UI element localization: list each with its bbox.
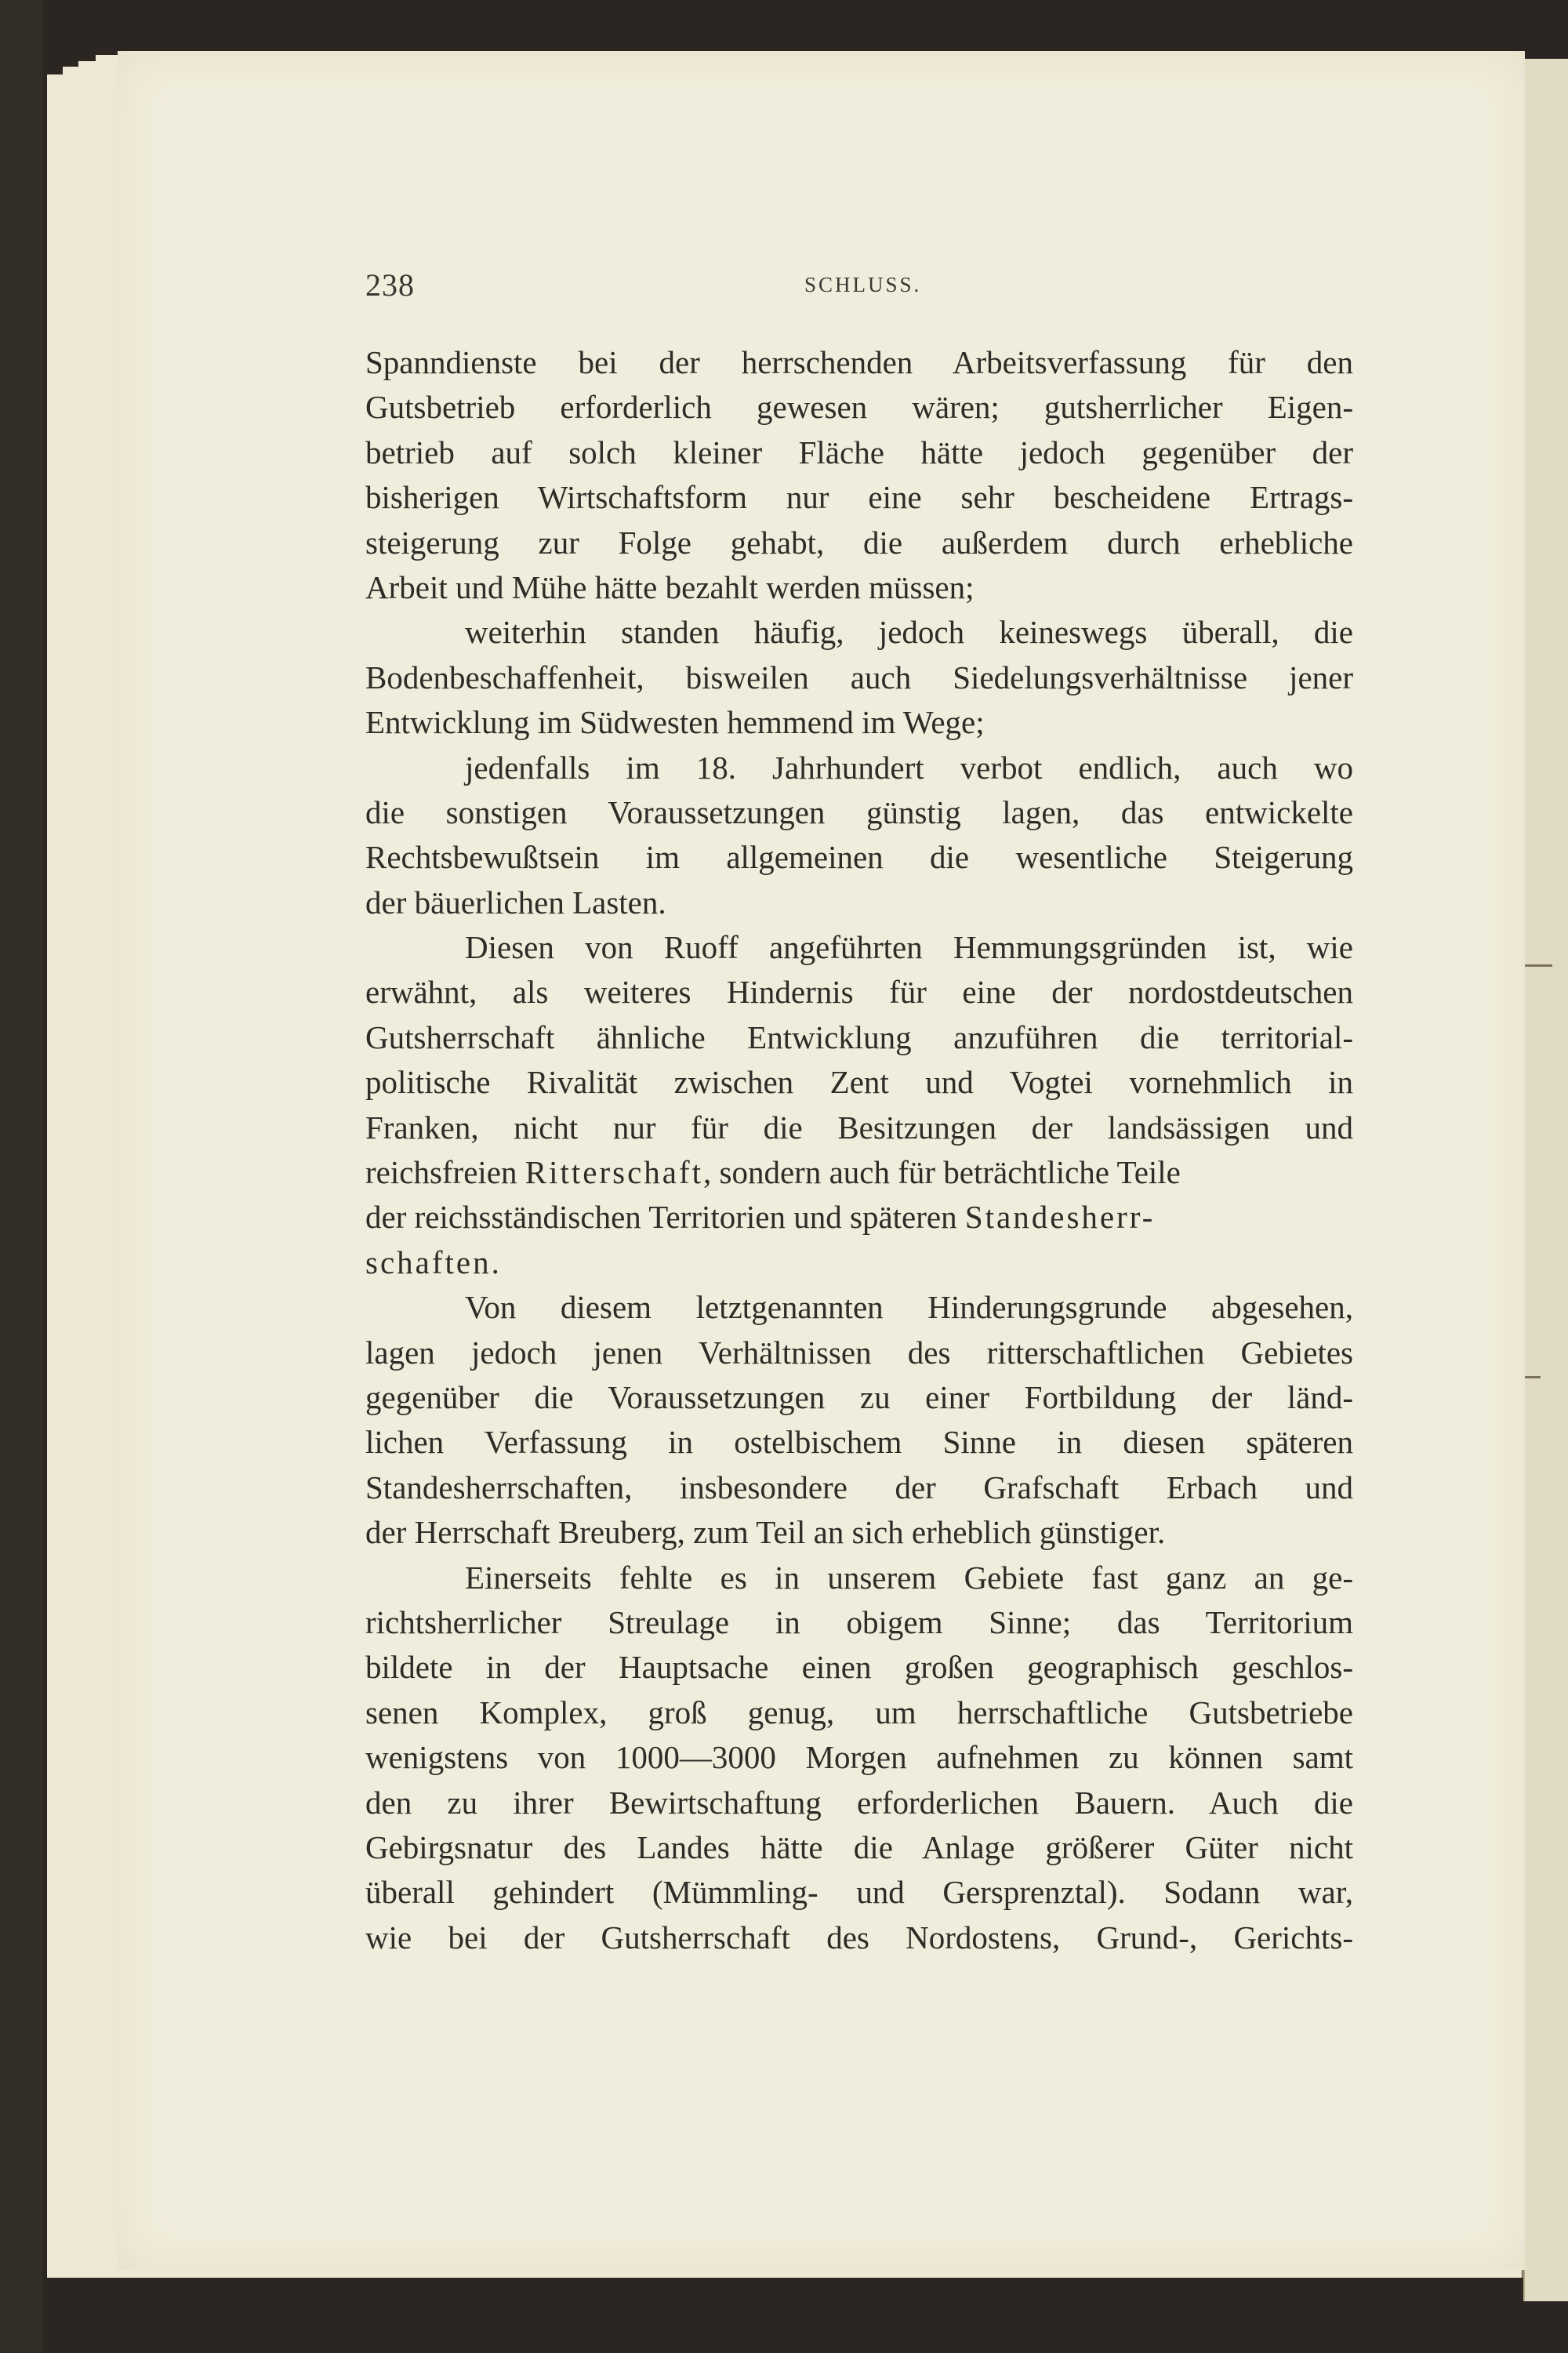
text-line: steigerung zur Folge gehabt, die außerdem durch erhebliche (365, 524, 1353, 561)
text-line: lichen Verfassung in ostelbischem Sinne in diesen späteren (365, 1424, 1353, 1461)
running-head (365, 267, 1353, 314)
text-line: erwähnt, als weiteres Hindernis für eine der nordostdeutschen (365, 974, 1353, 1011)
text-line: Franken, nicht nur für die Besitzungen der landsässigen und (365, 1109, 1353, 1146)
page-edge-mark (1521, 964, 1552, 967)
text-line: Spanndienste bei der herrschenden Arbeitsverfassung für den (365, 344, 1353, 380)
text-line: Entwicklung im Südwesten hemmend im Wege; (365, 704, 985, 741)
text-line: lagen jedoch jenen Verhältnissen des ritterschaftlichen Gebietes (365, 1334, 1353, 1371)
text-line: Einerseits fehlte es in unserem Gebiete fast ganz an ge- (465, 1559, 1353, 1596)
text-line: wie bei der Gutsherrschaft des Nordostens, Grund-, Gerichts- (365, 1919, 1353, 1955)
text-line: die sonstigen Voraussetzungen günstig lagen, das entwickelte (365, 793, 1353, 830)
text-line: Bodenbeschaffenheit, bisweilen auch Siedelungsverhältnisse jener (365, 659, 1353, 695)
text-line: Rechtsbewußtsein im allgemeinen die wesentliche Steigerung (365, 839, 1353, 876)
text-line: Arbeit und Mühe hätte bezahlt werden müssen; (365, 568, 975, 605)
text-line: richtsherrlicher Streulage in obigem Sinne; das Territorium (365, 1603, 1353, 1640)
text-line: den zu ihrer Bewirtschaftung erforderlichen Bauern. Auch die (365, 1784, 1353, 1821)
text-line: Gebirgsnatur des Landes hätte die Anlage größerer Güter nicht (365, 1828, 1353, 1865)
text-segment: , sondern auch für beträchtliche Teile (703, 1154, 1181, 1191)
chapter-title: SCHLUSS. (804, 273, 922, 296)
text-segment: der reichsständischen Territorien und späteren (365, 1199, 957, 1236)
text-line: jedenfalls im 18. Jahrhundert verbot endlich, auch wo (465, 749, 1353, 786)
text-line: Standesherrschaften, insbesondere der Grafschaft Erbach und (365, 1469, 1353, 1505)
text-segment: reichsfreien (365, 1154, 517, 1191)
text-line: Gutsbetrieb erforderlich gewesen wären; gutsherrlicher Eigen- (365, 389, 1353, 426)
spaced-term: Ritterschaft (524, 1154, 704, 1191)
spaced-term: schaften (365, 1244, 492, 1280)
text-line: Gutsherrschaft ähnliche Entwicklung anzuführen die territorial- (365, 1019, 1353, 1055)
spaced-term: Standesherr- (964, 1199, 1156, 1236)
text-line: Diesen von Ruoff angeführten Hemmungsgründen ist, wie (465, 929, 1353, 966)
page-number: 238 (365, 267, 415, 303)
text-line: politische Rivalität zwischen Zent und Vogtei vornehmlich in (365, 1064, 1353, 1101)
text-line: überall gehindert (Mümmling- und Gersprenztal). Sodann war, (365, 1874, 1353, 1911)
text-line: gegenüber die Voraussetzungen zu einer Fortbildung der länd- (365, 1378, 1353, 1415)
text-line: der Herrschaft Breuberg, zum Teil an sich erheblich günstiger. (365, 1514, 1166, 1551)
text-line: der bäuerlichen Lasten. (365, 884, 666, 921)
body-text (365, 340, 1353, 1960)
text-line: bisherigen Wirtschaftsform nur eine sehr bescheidene Ertrags- (365, 479, 1353, 516)
text-line (365, 1240, 1353, 1285)
text-line: wenigstens von 1000—3000 Morgen aufnehmen zu können samt (365, 1739, 1353, 1776)
text-line: weiterhin standen häufig, jedoch keineswegs überall, die (465, 614, 1353, 651)
text-line: senen Komplex, groß genug, um herrschaftliche Gutsbetriebe (365, 1694, 1353, 1730)
text-line: betrieb auf solch kleiner Fläche hätte jedoch gegenüber der (365, 434, 1353, 470)
facing-page-edge (1523, 59, 1568, 2301)
text-segment: . (491, 1244, 499, 1280)
text-line: bildete in der Hauptsache einen großen geographisch geschlos- (365, 1649, 1353, 1686)
text-line (365, 1195, 1353, 1240)
book-binding (0, 0, 43, 2353)
text-line: Von diesem letztgenannten Hinderungsgrunde abgesehen, (465, 1289, 1353, 1326)
text-line (365, 1150, 1353, 1195)
